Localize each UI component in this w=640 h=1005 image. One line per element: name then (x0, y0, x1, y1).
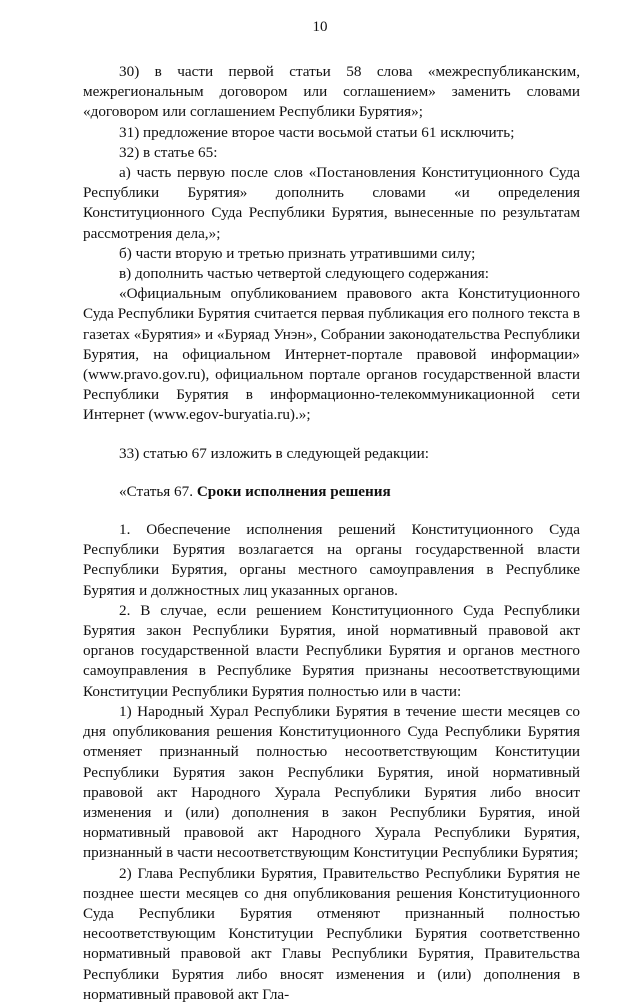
amendment-item-33: 33) статью 67 изложить в следующей редакции: (119, 444, 429, 462)
amendment-subitem-a: а) часть первую после слов «Постановления Конституционного Суда Республики Бурятия» дополнить словами «и определения Конституционного Суда Республики Бурятия, вынесенные по результатам рассмотрения дела,»; (83, 164, 580, 242)
page-number: 10 (312, 19, 328, 35)
document-body (83, 62, 580, 1005)
article-heading (83, 482, 580, 502)
amendment-item-30: 30) в части первой статьи 58 слова «межреспубликанским, межрегиональным договором или соглашением» заменить словами «договором или соглашением Республики Бурятия»; (83, 63, 580, 121)
article-title: Сроки исполнения решения (196, 482, 391, 500)
article-paragraph-1: 1. Обеспечение исполнения решений Конституционного Суда Республики Бурятия возлагается на органы государственной власти Республики Бурятия, органы местного самоуправления в Республике Бурятия и должностных лиц указанных органов. (83, 521, 580, 599)
amendment-item-32: 32) в статье 65: (119, 143, 218, 161)
article-paragraph-2: 2. В случае, если решением Конституционного Суда Республики Бурятия закон Республики Бурятия, иной нормативный правовой акт органов государственной власти Республики Бурятия и органов местного самоуправления в Республике Бурятия признаны несоответствующими Конституции Республики Бурятия полностью или в части: (83, 601, 580, 700)
article-subparagraph-2: 2) Глава Республики Бурятия, Правительство Республики Бурятия не позднее шести месяцев со дня опубликования решения Конституционного Суда Республики Бурятия отменяют признанный полностью несоответствующим Конституции Республики Бурятия соответственно нормативный правовой акт Главы Республики Бурятия, Правительства Республики Бурятия либо вносят изменения и (или) дополнения в нормативный правовой акт Гла- (83, 864, 580, 1003)
amendment-subitem-v: в) дополнить частью четвертой следующего содержания: (119, 265, 489, 283)
article-subparagraph-1: 1) Народный Хурал Республики Бурятия в течение шести месяцев со дня опубликования решения Конституционного Суда Республики Бурятия отменяет признанный полностью несоответствующим Конституции Республики Бурятия закон Республики Бурятия, иной нормативный правовой акт Народного Хурала Республики Бурятия либо вносит изменения и (или) дополнения в закон Республики Бурятия, иной нормативный правовой акт Народного Хурала Республики Бурятия, признанный в части несоответствующим Конституции Республики Бурятия; (83, 702, 580, 862)
amendment-item-31: 31) предложение второе части восьмой статьи 61 исключить; (119, 123, 515, 141)
quoted-part-four: «Официальным опубликованием правового акта Конституционного Суда Республики Бурятия считается первая публикация его полного текста в газетах «Бурятия» и «Буряад Унэн», Собрании законодательства Республики Бурятия, на официальном Интернет-портале правовой информации» (www.pravo.gov.ru), официальном портале органов государственной власти Республики Бурятия в информационно-телекоммуникационной сети Интернет (www.egov-buryatia.ru).»; (83, 285, 580, 424)
amendment-subitem-b: б) части вторую и третью признать утратившими силу; (119, 244, 476, 262)
article-prefix: «Статья 67. (119, 482, 194, 500)
